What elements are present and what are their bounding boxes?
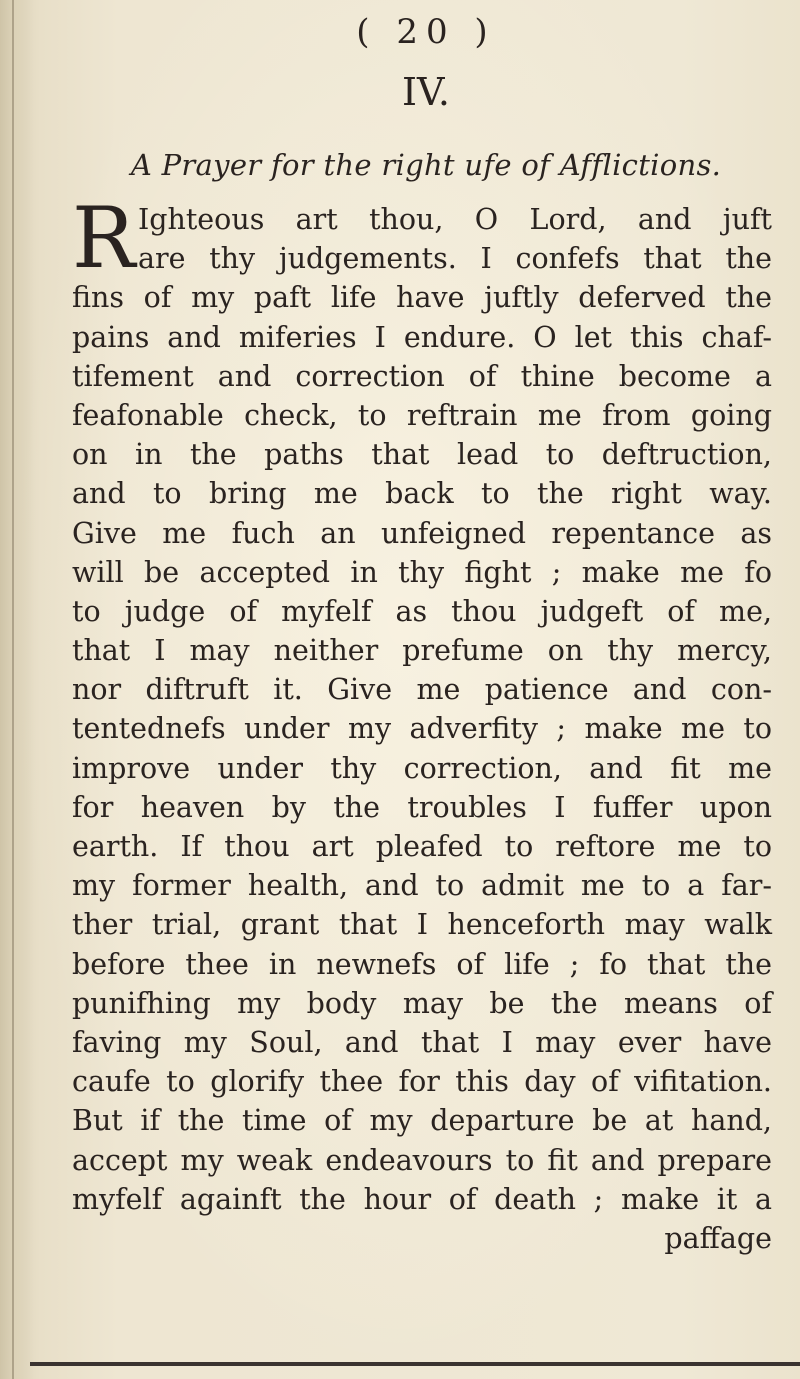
text-line: fins of my paft life have juftly deferved the	[72, 281, 772, 315]
page-number: ( 20 )	[356, 12, 496, 52]
text-line: myfelf againft the hour of death ; make it a	[72, 1182, 772, 1216]
catchword: paffage	[664, 1221, 772, 1255]
text-line: tentednefs under my adverfity ; make me to	[72, 712, 772, 746]
bottom-rule	[30, 1362, 800, 1366]
text-line: But if the time of my departure be at hand,	[72, 1104, 772, 1138]
text-line: will be accepted in thy fight ; make me fo	[72, 555, 772, 589]
drop-cap: R	[72, 189, 136, 287]
gutter-edge	[12, 0, 14, 1379]
text-line: that I may neither prefume on thy mercy,	[72, 634, 772, 668]
prayer-title: A Prayer for the right ufe of Afflictions.	[130, 148, 722, 182]
text-line: my former health, and to admit me to a far-	[72, 869, 772, 903]
text-line: and to bring me back to the right way.	[72, 477, 772, 511]
text-line: earth. If thou art pleafed to reftore me to	[72, 830, 772, 863]
body-text	[72, 200, 772, 1258]
text-line: feafonable check, to reftrain me from going	[72, 398, 772, 432]
text-line: accept my weak endeavours to fit and prepare	[72, 1143, 772, 1177]
text-line: tifement and correction of thine become a	[72, 359, 772, 393]
section-numeral: IV.	[402, 70, 450, 114]
text-line: for heaven by the troubles I fuffer upon	[72, 790, 772, 824]
text-line: faving my Soul, and that I may ever have	[72, 1025, 772, 1059]
text-line: on in the paths that lead to deftruction,	[72, 438, 772, 472]
text-line: to judge of myfelf as thou judgeft of me,	[72, 594, 772, 628]
text-line: improve under thy correction, and fit me	[72, 751, 772, 785]
text-line: before thee in newnefs of life ; fo that the	[72, 947, 772, 981]
text-line: ther trial, grant that I henceforth may walk	[72, 908, 772, 942]
text-line: pains and miferies I endure. O let this chaf-	[72, 320, 772, 354]
text-line: are thy judgements. I confefs that the	[138, 242, 772, 276]
text-line: nor diftruft it. Give me patience and con-	[72, 673, 772, 707]
text-line: Ighteous art thou, O Lord, and juft	[138, 203, 772, 236]
text-line: Give me fuch an unfeigned repentance as	[72, 516, 772, 550]
text-line: punifhing my body may be the means of	[72, 986, 772, 1020]
page-gutter	[0, 0, 34, 1379]
text-line: caufe to glorify thee for this day of vifitation.	[72, 1065, 772, 1099]
